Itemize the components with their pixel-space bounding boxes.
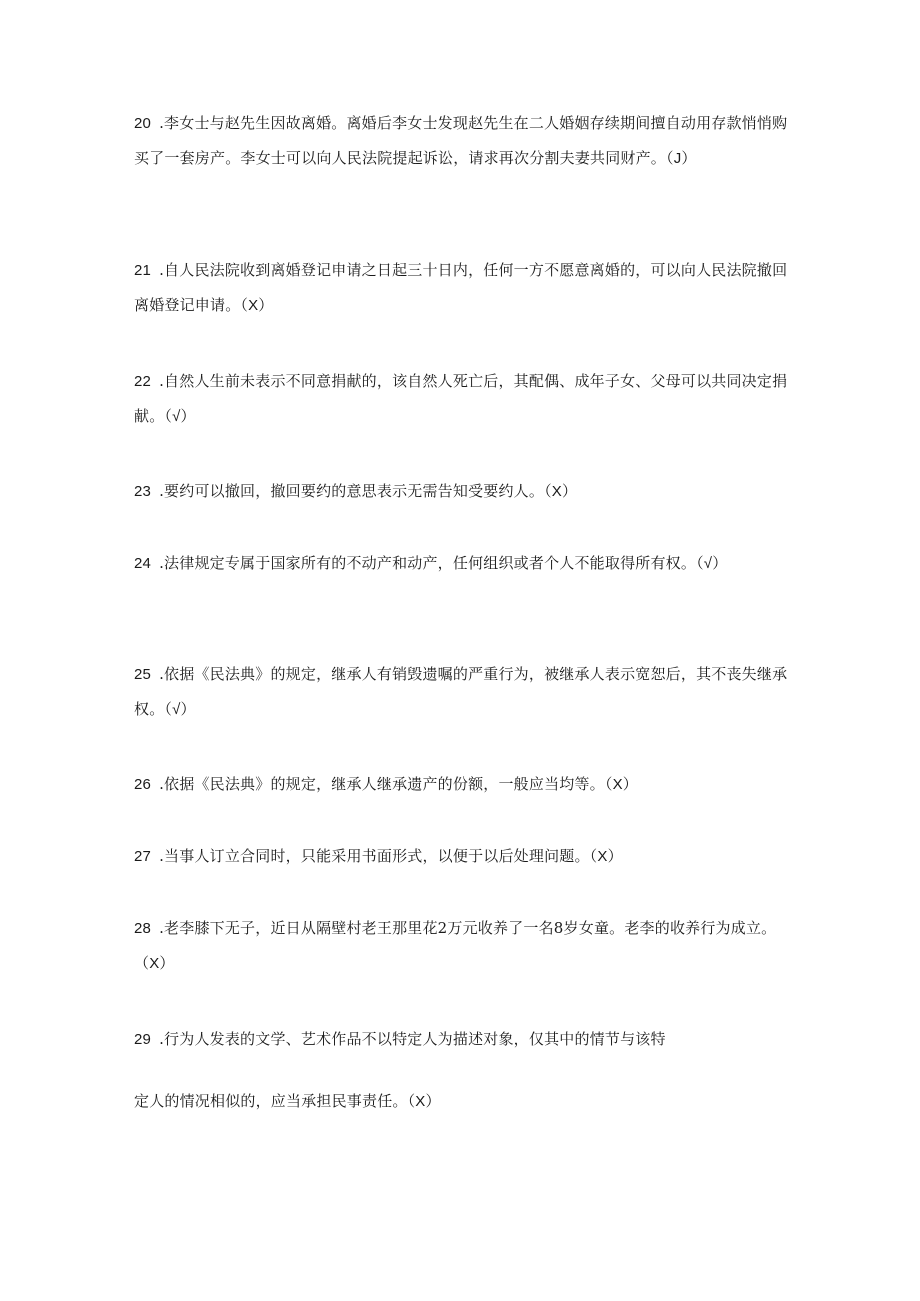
question-text: .行为人发表的文学、艺术作品不以特定人为描述对象，仅其中的情节与该特	[159, 1030, 666, 1048]
answer-mark: （J）	[666, 150, 697, 167]
question-text: .李女士与赵先生因故离婚。离婚后李女士发现赵先生在二人婚姻存续期间擅自动用存款悄悄购买了一套房产。李女士可以向人民法院提起诉讼，请求再次分割夫妻共同财产。	[134, 114, 788, 167]
question-number: 22	[134, 373, 152, 390]
question-21	[134, 253, 790, 323]
question-text: .依据《民法典》的规定，继承人继承遗产的份额，一般应当均等。	[159, 775, 605, 793]
question-26	[134, 767, 790, 802]
answer-mark: （X）	[589, 848, 623, 865]
question-24	[134, 546, 790, 581]
question-20	[134, 106, 790, 176]
answer-mark: （√）	[164, 408, 196, 425]
question-text: .自人民法院收到离婚登记申请之日起三十日内，任何一方不愿意离婚的，可以向人民法院撤回离婚登记申请。	[134, 261, 788, 314]
question-27	[134, 839, 790, 874]
question-number: 25	[134, 666, 152, 683]
question-number: 21	[134, 262, 152, 279]
question-29-continuation	[134, 1084, 790, 1119]
question-text: .当事人订立合同时，只能采用书面形式，以便于以后处理问题。	[159, 847, 590, 865]
answer-mark: （X）	[134, 955, 175, 972]
answer-mark: （X）	[604, 776, 638, 793]
answer-mark: （X）	[407, 1093, 441, 1110]
answer-mark: （√）	[696, 555, 728, 572]
question-22	[134, 364, 790, 434]
question-number: 26	[134, 776, 152, 793]
question-text: .依据《民法典》的规定，继承人有销毁遗嘱的严重行为，被继承人表示宽恕后，其不丧失继承权。	[134, 665, 788, 718]
question-number: 28	[134, 920, 152, 937]
question-number: 24	[134, 555, 152, 572]
question-25	[134, 657, 790, 727]
question-text-continued: 定人的情况相似的，应当承担民事责任。	[134, 1092, 408, 1110]
answer-mark: （√）	[164, 701, 196, 718]
question-number: 20	[134, 115, 152, 132]
answer-mark: （X）	[544, 483, 578, 500]
question-number: 23	[134, 483, 152, 500]
question-number: 29	[134, 1031, 152, 1048]
question-23	[134, 474, 790, 509]
answer-mark: （X）	[240, 297, 274, 314]
question-text: .自然人生前未表示不同意捐献的，该自然人死亡后，其配偶、成年子女、父母可以共同决定捐献。	[134, 372, 788, 425]
question-29	[134, 1022, 790, 1057]
question-text: .法律规定专属于国家所有的不动产和动产，任何组织或者个人不能取得所有权。	[159, 554, 697, 572]
question-number: 27	[134, 848, 152, 865]
question-28	[134, 911, 790, 981]
question-text: .要约可以撤回，撤回要约的意思表示无需告知受要约人。	[159, 482, 545, 500]
question-text: .老李膝下无子，近日从隔壁村老王那里花2万元收养了一名8岁女童。老李的收养行为成立。	[159, 919, 777, 937]
